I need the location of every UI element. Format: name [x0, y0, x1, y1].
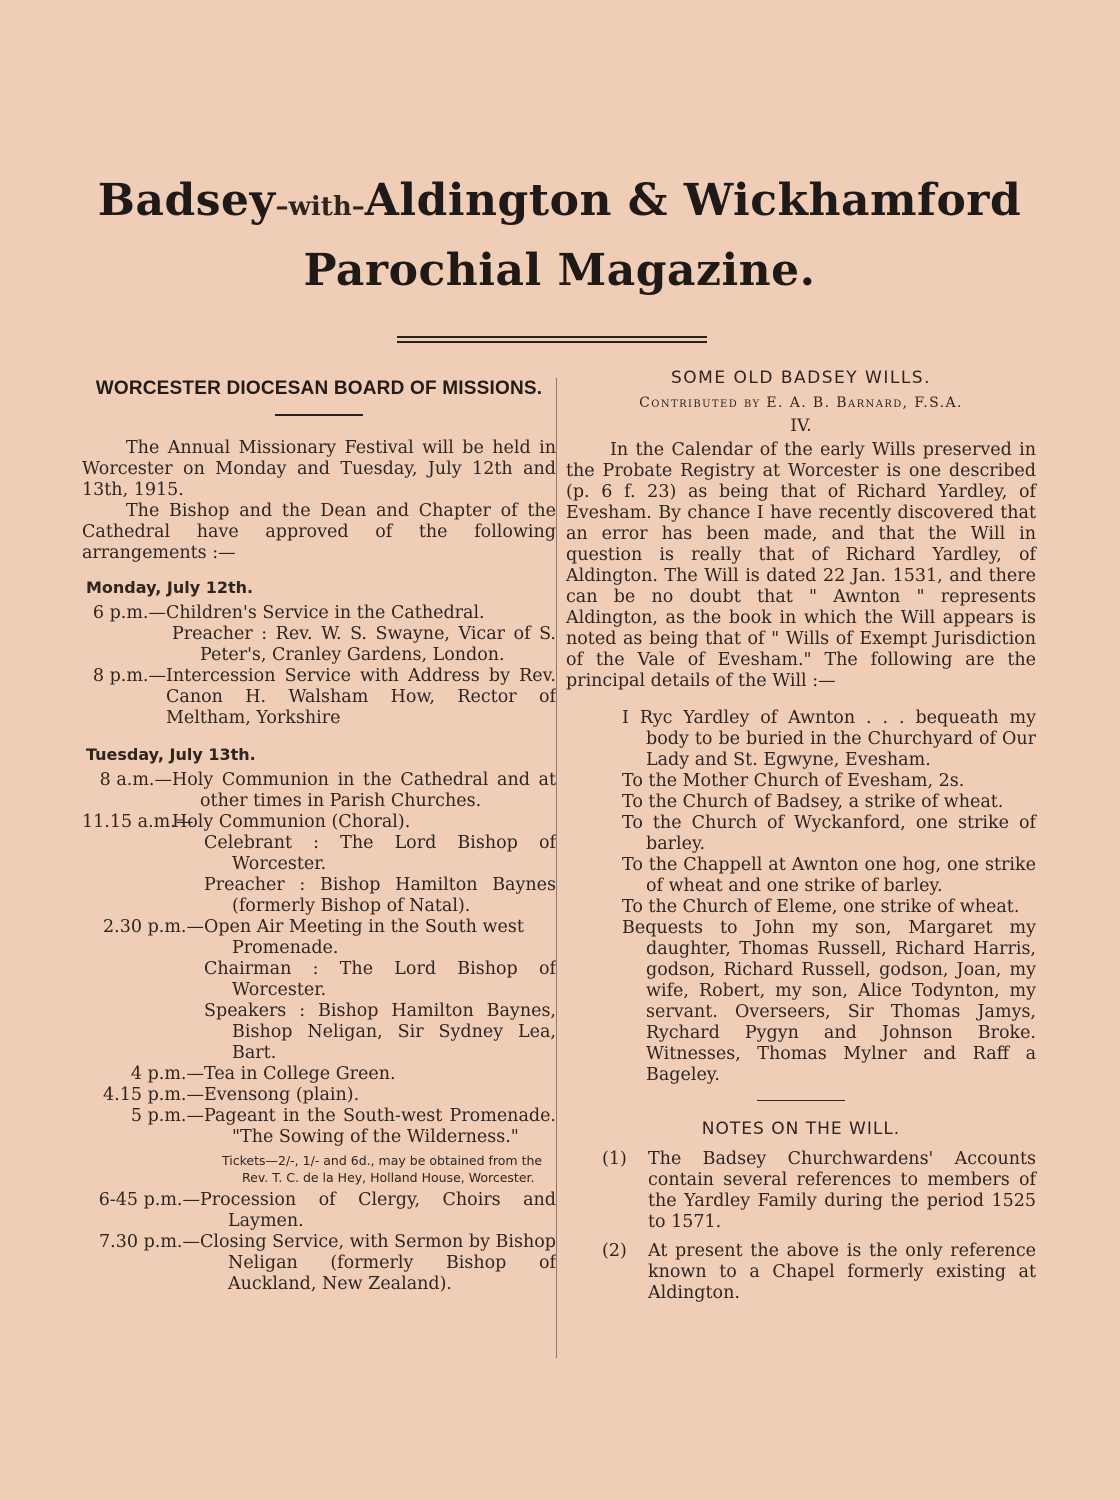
column-divider — [556, 378, 557, 1358]
event-description: Open Air Meeting in the South west Promenade. — [204, 917, 524, 958]
right-column — [566, 368, 1036, 1304]
wills-body: In the Calendar of the early Wills preserved in the Probate Registry at Worcester is one described (p. 6 f. 23) as being that of Richard Yardley, of Evesham. By chance I have recently discovered that an error has been made, and that the Will in question is really that of Richard Yardley, of Aldington. The Will is dated 22 Jan. 1531, and there can be no doubt that " Awnton " represents Aldington, as the book in which the Will appears is noted as being that of " Wills of Exempt Jurisdiction of the Vale of Evesham." The following are the principal details of the Will :— — [566, 440, 1036, 691]
tickets-note: Tickets—2/-, 1/- and 6d., may be obtained from the Rev. T. C. de la Hey, Holland House, Worcester. — [222, 1153, 543, 1185]
note-text: At present the above is the only reference known to a Chapel formerly existing at Aldington. — [648, 1241, 1036, 1303]
bequest-item: To the Church of Eleme, one strike of wheat. — [622, 897, 1020, 917]
tuesday-event-4pm — [82, 1064, 556, 1085]
event-description: Intercession Service with Address by Rev. Canon H. Walsham How, Rector of Meltham, Yorkshire — [166, 666, 556, 728]
event-time: 4 p.m.— — [130, 1064, 204, 1084]
bequest-item: To the Mother Church of Evesham, 2s. — [622, 771, 965, 791]
tuesday-event-645 — [82, 1190, 556, 1232]
note-item — [602, 1241, 1036, 1304]
event-description: Procession of Clergy, Choirs and Laymen. — [200, 1190, 556, 1231]
monday-event-8pm — [82, 666, 556, 729]
masthead-parochial-magazine: Parochial Magazine. — [303, 245, 816, 296]
missions-rule — [275, 414, 363, 416]
masthead-title: Badsey–with–Aldington & Wickhamford — [97, 175, 1022, 226]
note-number: (1) — [602, 1149, 627, 1169]
masthead-rule-bottom — [397, 341, 707, 343]
chairman-line: Chairman : The Lord Bishop of Worcester. — [204, 959, 556, 1000]
note-text: The Badsey Churchwardens' Accounts contain several references to members of the Yardley Family during the period 1525 to 1571. — [648, 1149, 1036, 1232]
tuesday-event-230 — [82, 917, 556, 959]
masthead-badsey: Badsey — [97, 175, 276, 226]
tuesday-event-1115 — [82, 812, 556, 833]
masthead-with: with — [288, 192, 352, 222]
bequest-item: I Ryc Yardley of Awnton . . . bequeath my body to be buried in the Churchyard of Our Lady and St. Egwyne, Evesham. — [622, 708, 1036, 770]
bequest-item: To the Church of Badsey, a strike of wheat. — [622, 792, 1004, 812]
event-description: Children's Service in the Cathedral. — [166, 603, 485, 623]
event-description: Closing Service, with Sermon by Bishop Neligan (formerly Bishop of Auckland, New Zealand). — [200, 1232, 556, 1294]
notes-title: NOTES ON THE WILL. — [701, 1119, 901, 1139]
event-time: 5 p.m.— — [130, 1106, 204, 1126]
monday-event-6pm — [82, 603, 556, 624]
event-time: 6 p.m.— — [92, 603, 166, 623]
event-time: 8 p.m.— — [92, 666, 166, 686]
event-time: 11.15 a.m.— — [82, 812, 194, 832]
event-description: Evensong (plain). — [204, 1085, 360, 1105]
bequest-item: To the Chappell at Awnton one hog, one strike of wheat and one strike of barley. — [622, 855, 1036, 896]
event-time: 7.30 p.m.— — [99, 1232, 200, 1252]
bequest-item: To the Church of Wyckanford, one strike of barley. — [622, 813, 1036, 854]
arrangements-intro: The Bishop and the Dean and Chapter of the Cathedral have approved of the following arrangements :— — [82, 501, 556, 563]
masthead-rule-top — [397, 336, 707, 338]
note-number: (2) — [602, 1241, 627, 1261]
left-column — [82, 370, 556, 1295]
wills-byline: Contributed by E. A. B. Barnard, F.S.A. — [639, 395, 963, 411]
tuesday-event-415 — [82, 1085, 556, 1106]
tuesday-event-8am — [82, 770, 556, 812]
monday-preacher: Preacher : Rev. W. S. Swayne, Vicar of S. Peter's, Cranley Gardens, London. — [172, 624, 556, 665]
missions-heading: WORCESTER DIOCESAN BOARD OF MISSIONS. — [95, 378, 543, 399]
event-description: Holy Communion (Choral). — [172, 812, 411, 832]
wills-part-number: IV. — [790, 416, 812, 436]
event-time: 8 a.m.— — [99, 770, 172, 790]
notes-rule — [757, 1100, 845, 1101]
event-description: Holy Communion in the Cathedral and at other times in Parish Churches. — [172, 770, 556, 811]
event-description: Tea in College Green. — [204, 1064, 396, 1084]
speakers-line: Speakers : Bishop Hamilton Baynes, Bishop Neligan, Sir Sydney Lea, Bart. — [204, 1001, 556, 1063]
event-time: 4.15 p.m.— — [103, 1085, 204, 1105]
festival-intro: The Annual Missionary Festival will be held in Worcester on Monday and Tuesday, July 12th and 13th, 1915. — [82, 438, 556, 500]
note-item — [602, 1149, 1036, 1233]
masthead-subtitle — [0, 245, 1119, 296]
tuesday-event-5pm — [82, 1106, 556, 1148]
event-time: 2.30 p.m.— — [103, 917, 204, 937]
tuesday-event-730 — [82, 1232, 556, 1295]
masthead-aldington-wickhamford: Aldington & Wickhamford — [364, 175, 1022, 226]
bequest-list — [566, 708, 1036, 1086]
event-description: Pageant in the South-west Promenade. "The Sowing of the Wilderness." — [204, 1106, 556, 1147]
celebrant-line: Celebrant : The Lord Bishop of Worcester. — [204, 833, 556, 874]
tuesday-heading: Tuesday, July 13th. — [86, 745, 256, 764]
preacher-line: Preacher : Bishop Hamilton Baynes (formerly Bishop of Natal). — [204, 875, 556, 916]
event-time: 6-45 p.m.— — [98, 1190, 200, 1210]
wills-title: SOME OLD BADSEY WILLS. — [671, 368, 931, 388]
monday-heading: Monday, July 12th. — [86, 578, 254, 597]
bequest-item: Bequests to John my son, Margaret my daughter, Thomas Russell, Richard Harris, godson, Richard Russell, godson, Joan, my wife, Robert, my son, Alice Todynton, my servant. Overseers, Sir Thomas Jamys, Rychard Pygyn and Johnson Broke. Witnesses, Thomas Mylner and Raff a Bageley. — [622, 918, 1036, 1085]
